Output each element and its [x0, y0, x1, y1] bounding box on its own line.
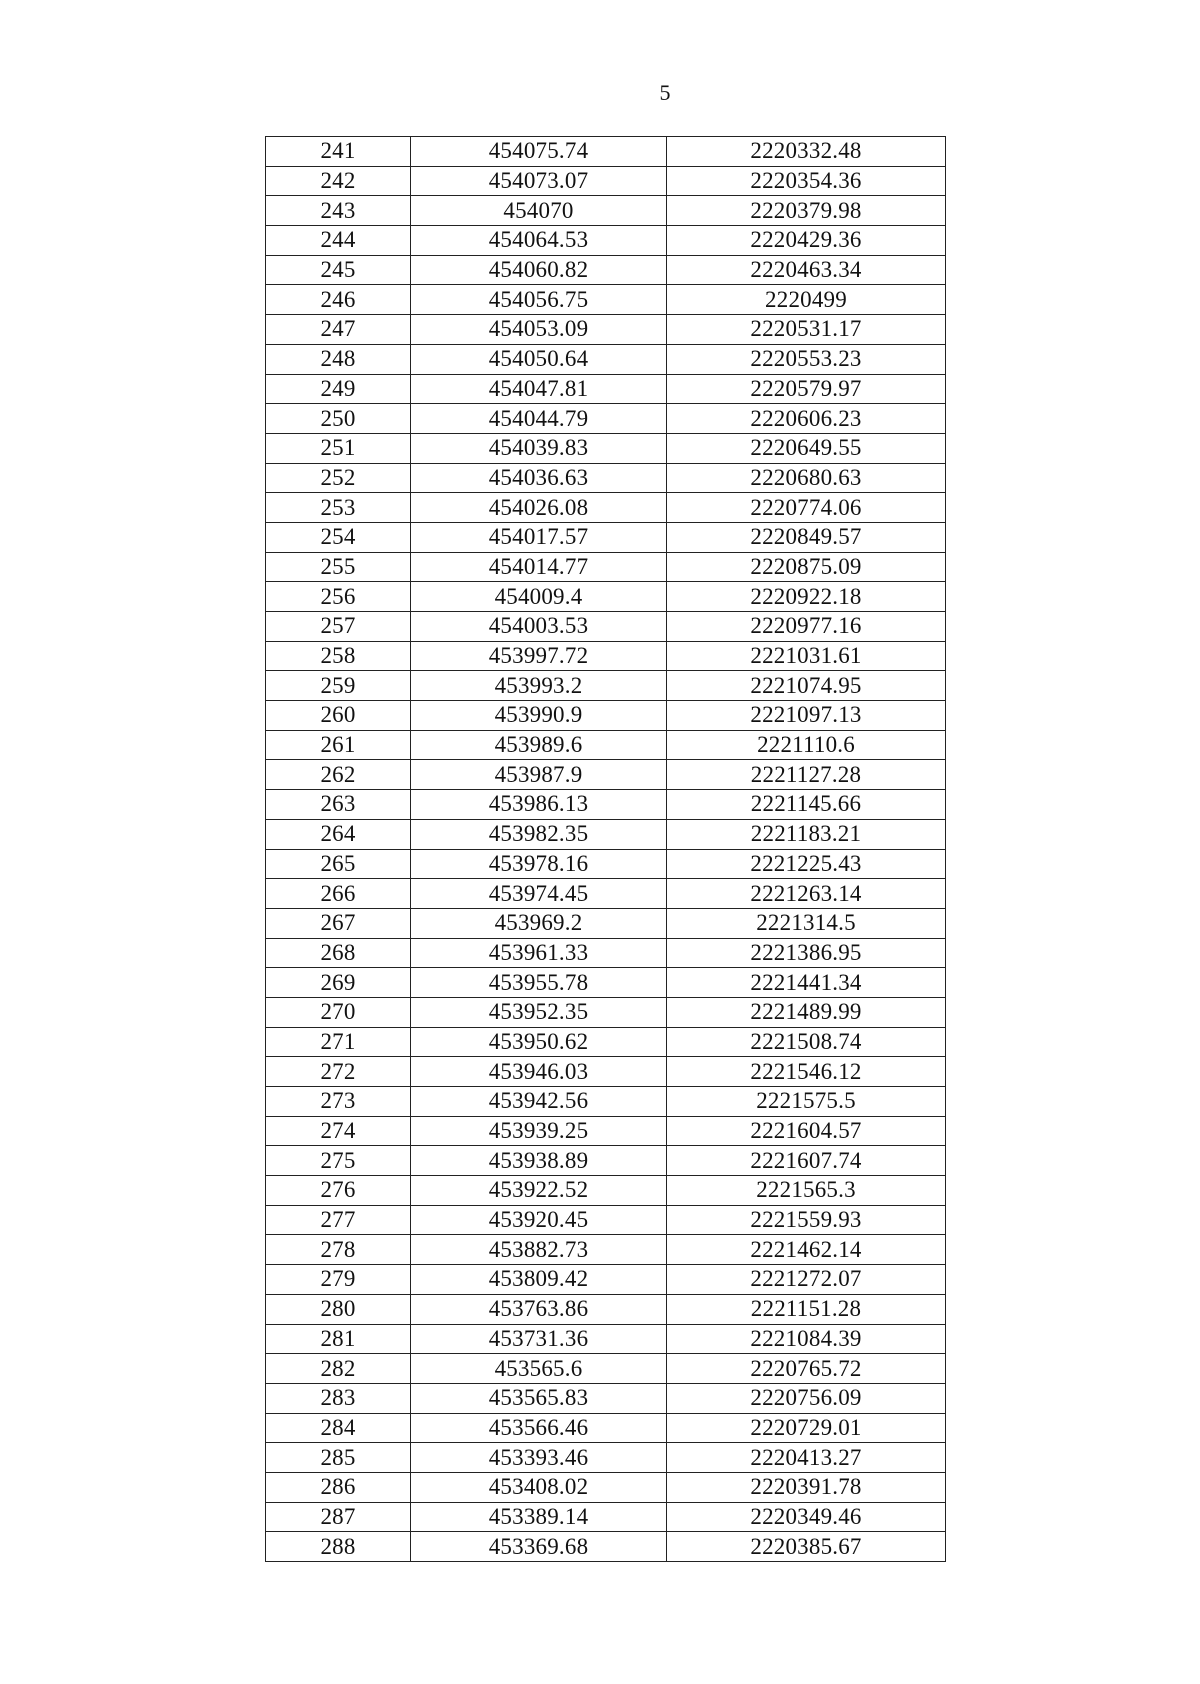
y-coordinate-cell: 2220413.27	[667, 1443, 946, 1473]
x-coordinate-cell: 454044.79	[411, 404, 667, 434]
y-coordinate-cell: 2221151.28	[667, 1294, 946, 1324]
table-row	[266, 463, 946, 493]
point-number-cell: 258	[266, 641, 411, 671]
y-coordinate-cell: 2220385.67	[667, 1532, 946, 1562]
table-row	[266, 879, 946, 909]
x-coordinate-cell: 453920.45	[411, 1205, 667, 1235]
table-row	[266, 582, 946, 612]
y-coordinate-cell: 2221546.12	[667, 1057, 946, 1087]
coordinates-table-body	[266, 137, 946, 1562]
point-number-cell: 270	[266, 997, 411, 1027]
point-number-cell: 267	[266, 908, 411, 938]
x-coordinate-cell: 454075.74	[411, 137, 667, 167]
point-number-cell: 250	[266, 404, 411, 434]
point-number-cell: 265	[266, 849, 411, 879]
x-coordinate-cell: 453993.2	[411, 671, 667, 701]
x-coordinate-cell: 453389.14	[411, 1502, 667, 1532]
table-row	[266, 1116, 946, 1146]
x-coordinate-cell: 453566.46	[411, 1413, 667, 1443]
y-coordinate-cell: 2221489.99	[667, 997, 946, 1027]
y-coordinate-cell: 2221110.6	[667, 730, 946, 760]
point-number-cell: 244	[266, 226, 411, 256]
y-coordinate-cell: 2221441.34	[667, 968, 946, 998]
x-coordinate-cell: 454073.07	[411, 166, 667, 196]
y-coordinate-cell: 2220379.98	[667, 196, 946, 226]
table-row	[266, 849, 946, 879]
x-coordinate-cell: 453986.13	[411, 790, 667, 820]
x-coordinate-cell: 454047.81	[411, 374, 667, 404]
x-coordinate-cell: 453978.16	[411, 849, 667, 879]
point-number-cell: 266	[266, 879, 411, 909]
y-coordinate-cell: 2221508.74	[667, 1027, 946, 1057]
x-coordinate-cell: 454014.77	[411, 552, 667, 582]
x-coordinate-cell: 453990.9	[411, 701, 667, 731]
x-coordinate-cell: 453942.56	[411, 1087, 667, 1117]
x-coordinate-cell: 454060.82	[411, 255, 667, 285]
point-number-cell: 242	[266, 166, 411, 196]
y-coordinate-cell: 2221183.21	[667, 819, 946, 849]
table-row	[266, 255, 946, 285]
table-row	[266, 522, 946, 552]
y-coordinate-cell: 2220349.46	[667, 1502, 946, 1532]
x-coordinate-cell: 453989.6	[411, 730, 667, 760]
point-number-cell: 253	[266, 493, 411, 523]
y-coordinate-cell: 2221314.5	[667, 908, 946, 938]
point-number-cell: 241	[266, 137, 411, 167]
y-coordinate-cell: 2220922.18	[667, 582, 946, 612]
x-coordinate-cell: 453938.89	[411, 1146, 667, 1176]
page-number: 5	[659, 80, 671, 105]
table-row	[266, 1146, 946, 1176]
point-number-cell: 286	[266, 1472, 411, 1502]
table-row	[266, 285, 946, 315]
table-row	[266, 671, 946, 701]
y-coordinate-cell: 2221559.93	[667, 1205, 946, 1235]
y-coordinate-cell: 2220531.17	[667, 315, 946, 345]
table-row	[266, 315, 946, 345]
table-row	[266, 1472, 946, 1502]
point-number-cell: 255	[266, 552, 411, 582]
y-coordinate-cell: 2221127.28	[667, 760, 946, 790]
table-row	[266, 226, 946, 256]
table-row	[266, 701, 946, 731]
y-coordinate-cell: 2220332.48	[667, 137, 946, 167]
x-coordinate-cell: 454026.08	[411, 493, 667, 523]
table-row	[266, 552, 946, 582]
x-coordinate-cell: 453809.42	[411, 1265, 667, 1295]
x-coordinate-cell: 453393.46	[411, 1443, 667, 1473]
x-coordinate-cell: 453950.62	[411, 1027, 667, 1057]
x-coordinate-cell: 454009.4	[411, 582, 667, 612]
x-coordinate-cell: 453408.02	[411, 1472, 667, 1502]
y-coordinate-cell: 2220756.09	[667, 1383, 946, 1413]
x-coordinate-cell: 453987.9	[411, 760, 667, 790]
table-row	[266, 730, 946, 760]
point-number-cell: 288	[266, 1532, 411, 1562]
y-coordinate-cell: 2221386.95	[667, 938, 946, 968]
point-number-cell: 272	[266, 1057, 411, 1087]
point-number-cell: 254	[266, 522, 411, 552]
x-coordinate-cell: 453565.6	[411, 1354, 667, 1384]
point-number-cell: 274	[266, 1116, 411, 1146]
point-number-cell: 263	[266, 790, 411, 820]
x-coordinate-cell: 454039.83	[411, 433, 667, 463]
y-coordinate-cell: 2220463.34	[667, 255, 946, 285]
point-number-cell: 275	[266, 1146, 411, 1176]
point-number-cell: 273	[266, 1087, 411, 1117]
point-number-cell: 243	[266, 196, 411, 226]
point-number-cell: 282	[266, 1354, 411, 1384]
coordinates-table	[265, 136, 946, 1562]
point-number-cell: 249	[266, 374, 411, 404]
y-coordinate-cell: 2220977.16	[667, 612, 946, 642]
point-number-cell: 271	[266, 1027, 411, 1057]
table-row	[266, 344, 946, 374]
y-coordinate-cell: 2220649.55	[667, 433, 946, 463]
y-coordinate-cell: 2220849.57	[667, 522, 946, 552]
y-coordinate-cell: 2220765.72	[667, 1354, 946, 1384]
y-coordinate-cell: 2220354.36	[667, 166, 946, 196]
table-row	[266, 404, 946, 434]
y-coordinate-cell: 2221074.95	[667, 671, 946, 701]
y-coordinate-cell: 2220774.06	[667, 493, 946, 523]
point-number-cell: 259	[266, 671, 411, 701]
x-coordinate-cell: 453955.78	[411, 968, 667, 998]
x-coordinate-cell: 453974.45	[411, 879, 667, 909]
table-row	[266, 493, 946, 523]
y-coordinate-cell: 2221263.14	[667, 879, 946, 909]
x-coordinate-cell: 453997.72	[411, 641, 667, 671]
point-number-cell: 279	[266, 1265, 411, 1295]
point-number-cell: 252	[266, 463, 411, 493]
y-coordinate-cell: 2221084.39	[667, 1324, 946, 1354]
y-coordinate-cell: 2221607.74	[667, 1146, 946, 1176]
table-row	[266, 1354, 946, 1384]
x-coordinate-cell: 453939.25	[411, 1116, 667, 1146]
x-coordinate-cell: 453961.33	[411, 938, 667, 968]
table-row	[266, 612, 946, 642]
table-row	[266, 374, 946, 404]
x-coordinate-cell: 454050.64	[411, 344, 667, 374]
y-coordinate-cell: 2220429.36	[667, 226, 946, 256]
table-row	[266, 1027, 946, 1057]
x-coordinate-cell: 453969.2	[411, 908, 667, 938]
point-number-cell: 245	[266, 255, 411, 285]
table-row	[266, 196, 946, 226]
table-row	[266, 908, 946, 938]
point-number-cell: 269	[266, 968, 411, 998]
point-number-cell: 283	[266, 1383, 411, 1413]
point-number-cell: 276	[266, 1176, 411, 1206]
point-number-cell: 260	[266, 701, 411, 731]
table-row	[266, 1176, 946, 1206]
table-row	[266, 1294, 946, 1324]
table-row	[266, 1265, 946, 1295]
x-coordinate-cell: 454056.75	[411, 285, 667, 315]
table-row	[266, 1057, 946, 1087]
table-row	[266, 1532, 946, 1562]
y-coordinate-cell: 2221604.57	[667, 1116, 946, 1146]
point-number-cell: 264	[266, 819, 411, 849]
point-number-cell: 256	[266, 582, 411, 612]
y-coordinate-cell: 2221031.61	[667, 641, 946, 671]
x-coordinate-cell: 453565.83	[411, 1383, 667, 1413]
y-coordinate-cell: 2220680.63	[667, 463, 946, 493]
x-coordinate-cell: 453982.35	[411, 819, 667, 849]
point-number-cell: 280	[266, 1294, 411, 1324]
y-coordinate-cell: 2220875.09	[667, 552, 946, 582]
table-row	[266, 166, 946, 196]
table-row	[266, 938, 946, 968]
table-row	[266, 819, 946, 849]
x-coordinate-cell: 454053.09	[411, 315, 667, 345]
table-row	[266, 1235, 946, 1265]
y-coordinate-cell: 2221145.66	[667, 790, 946, 820]
point-number-cell: 257	[266, 612, 411, 642]
table-row	[266, 790, 946, 820]
point-number-cell: 261	[266, 730, 411, 760]
point-number-cell: 277	[266, 1205, 411, 1235]
point-number-cell: 262	[266, 760, 411, 790]
point-number-cell: 247	[266, 315, 411, 345]
point-number-cell: 285	[266, 1443, 411, 1473]
table-row	[266, 1502, 946, 1532]
point-number-cell: 287	[266, 1502, 411, 1532]
table-row	[266, 641, 946, 671]
x-coordinate-cell: 454017.57	[411, 522, 667, 552]
x-coordinate-cell: 453882.73	[411, 1235, 667, 1265]
y-coordinate-cell: 2221097.13	[667, 701, 946, 731]
table-row	[266, 1443, 946, 1473]
x-coordinate-cell: 454070	[411, 196, 667, 226]
table-row	[266, 760, 946, 790]
y-coordinate-cell: 2220391.78	[667, 1472, 946, 1502]
point-number-cell: 251	[266, 433, 411, 463]
table-row	[266, 137, 946, 167]
x-coordinate-cell: 454036.63	[411, 463, 667, 493]
x-coordinate-cell: 453946.03	[411, 1057, 667, 1087]
y-coordinate-cell: 2220579.97	[667, 374, 946, 404]
y-coordinate-cell: 2220729.01	[667, 1413, 946, 1443]
point-number-cell: 281	[266, 1324, 411, 1354]
y-coordinate-cell: 2221225.43	[667, 849, 946, 879]
x-coordinate-cell: 454064.53	[411, 226, 667, 256]
table-row	[266, 1413, 946, 1443]
point-number-cell: 268	[266, 938, 411, 968]
table-row	[266, 1324, 946, 1354]
x-coordinate-cell: 454003.53	[411, 612, 667, 642]
y-coordinate-cell: 2221565.3	[667, 1176, 946, 1206]
table-row	[266, 1383, 946, 1413]
table-row	[266, 997, 946, 1027]
point-number-cell: 248	[266, 344, 411, 374]
point-number-cell: 284	[266, 1413, 411, 1443]
x-coordinate-cell: 453369.68	[411, 1532, 667, 1562]
table-row	[266, 433, 946, 463]
x-coordinate-cell: 453731.36	[411, 1324, 667, 1354]
y-coordinate-cell: 2220553.23	[667, 344, 946, 374]
point-number-cell: 278	[266, 1235, 411, 1265]
point-number-cell: 246	[266, 285, 411, 315]
y-coordinate-cell: 2221272.07	[667, 1265, 946, 1295]
table-row	[266, 968, 946, 998]
table-row	[266, 1205, 946, 1235]
x-coordinate-cell: 453952.35	[411, 997, 667, 1027]
y-coordinate-cell: 2221462.14	[667, 1235, 946, 1265]
y-coordinate-cell: 2220499	[667, 285, 946, 315]
x-coordinate-cell: 453922.52	[411, 1176, 667, 1206]
y-coordinate-cell: 2221575.5	[667, 1087, 946, 1117]
x-coordinate-cell: 453763.86	[411, 1294, 667, 1324]
y-coordinate-cell: 2220606.23	[667, 404, 946, 434]
table-row	[266, 1087, 946, 1117]
